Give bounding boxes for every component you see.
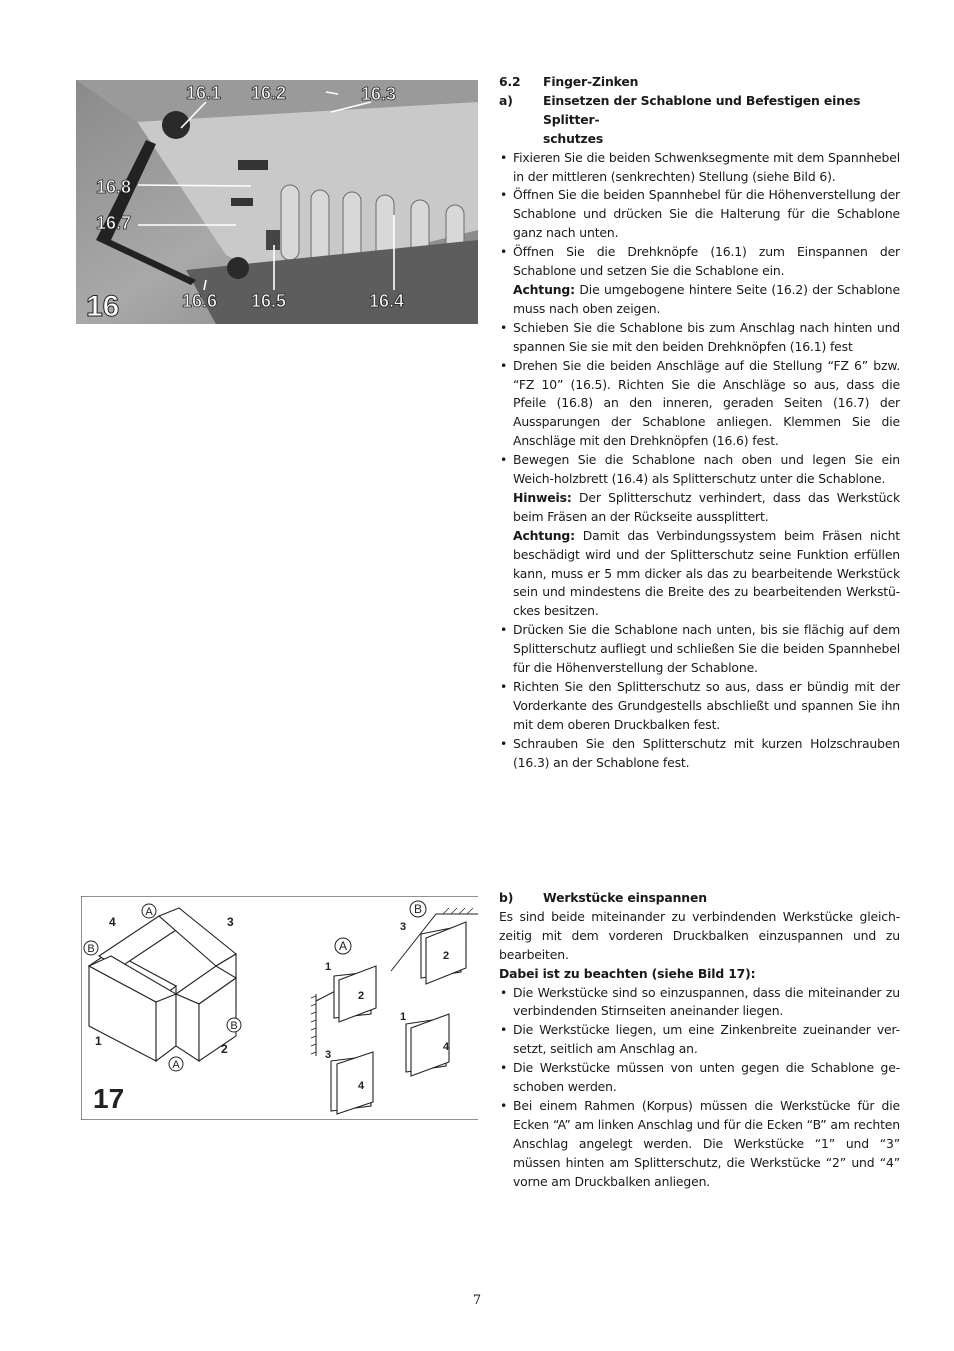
list-item <box>499 451 900 621</box>
fig17-stop-a-digit-1: 1 <box>325 961 332 973</box>
note-achtung-2 <box>513 527 900 622</box>
section-b-intro: Es sind beide miteinander zu verbindenden Werkstücke gleich-zeitig mit dem vorderen Druckbalken einzuspannen und zu bearbeiten. <box>499 908 900 962</box>
fig16-label-16-3: 16.3 <box>361 84 397 104</box>
list-item: • Die Werkstücke sind so einzuspannen, dass die miteinander zu verbindenden Stirnseiten aneinander liegen. <box>499 984 900 1022</box>
fig16-label-16-8: 16.8 <box>96 177 132 197</box>
fig17-corner-a-top: A <box>145 906 153 918</box>
list-item: • Schieben Sie die Schablone bis zum Anschlag nach hinten und spannen Sie sie mit den beiden Drehknöpfen (16.1) fest <box>499 319 900 357</box>
fig17-corner-b-left: B <box>87 943 95 955</box>
figure-17-number: 17 <box>93 1083 125 1114</box>
list-item: • Öffnen Sie die beiden Spannhebel für die Höhenverstellung der Schablone und drücken Sie die Halterung für die Schablone ganz nach unten. <box>499 186 900 243</box>
fig17-stop-a-digit-3: 3 <box>325 1049 332 1061</box>
list-item <box>499 243 900 319</box>
fig17-box-label-1: 1 <box>95 1034 102 1048</box>
fig17-stop-b-digit-4: 4 <box>443 1041 450 1053</box>
list-item: • Drehen Sie die beiden Anschläge auf die Stellung “FZ 6” bzw. “FZ 10” (16.5). Richten Sie die Anschläge so aus, dass die Pfeile (16.8) an den inneren, geraden Seiten (16.7) der Aussparungen der Schablone anliegen. Klemmen Sie die Anschläge mit den Drehknöpfen (16.6) fest. <box>499 357 900 452</box>
fig17-stop-b-digit-2: 2 <box>443 950 450 962</box>
note-achtung-1 <box>513 281 900 319</box>
fig16-label-16-7: 16.7 <box>96 213 132 233</box>
note-text: Die umgebogene hintere Seite (16.2) der Schablone muss nach oben zeigen. <box>513 281 900 316</box>
subsection-a-title-line2: schutzes <box>543 130 604 146</box>
figure-16-number: 16 <box>86 290 120 323</box>
fig17-stop-a-digit-4: 4 <box>358 1080 365 1092</box>
fig17-box-label-3: 3 <box>227 915 234 929</box>
list-item: • Bei einem Rahmen (Korpus) müssen die Werkstücke für die Ecken “A” am linken Anschlag und für die Ecken “B” am rechten Anschlag angelegt werden. Die Werkstücke “1” und “3” müssen hinten am Splitterschutz, die Werkstücke “2” und “4” vorne am Druckbalken anliegen. <box>499 1097 900 1192</box>
fig17-box-label-4: 4 <box>109 915 116 929</box>
fig17-corner-b-right: B <box>230 1020 238 1032</box>
subsection-b-heading <box>499 889 900 908</box>
section-b-attention: Dabei ist zu beachten (siehe Bild 17): <box>499 965 756 981</box>
note-label: Achtung: <box>513 527 575 543</box>
figure-16-photo <box>76 80 478 324</box>
section-heading <box>499 73 900 92</box>
fig17-stop-b-digit-1: 1 <box>400 1011 407 1023</box>
subsection-a-title <box>543 92 900 149</box>
instruction-list-a <box>499 149 900 773</box>
fig16-label-16-4: 16.4 <box>369 291 405 311</box>
note-label: Hinweis: <box>513 489 572 505</box>
list-item: • Schrauben Sie den Splitterschutz mit kurzen Holzschrauben (16.3) an der Schablone fest. <box>499 735 900 773</box>
list-item: • Richten Sie den Splitterschutz so aus, dass er bündig mit der Vorderkante des Grundgestells abschließt und spannen Sie ihn mit dem oberen Druckbalken fest. <box>499 678 900 735</box>
note-hinweis <box>513 489 900 527</box>
figure-17-illustration <box>81 896 478 1120</box>
subsection-a-letter: a) <box>499 92 513 108</box>
note-label: Achtung: <box>513 281 575 297</box>
list-item-text: Öffnen Sie die Drehknöpfe (16.1) zum Einspannen der Schablone und setzen Sie die Schablone ein. <box>513 244 900 279</box>
subsection-b-letter: b) <box>499 890 514 905</box>
note-text: Der Splitterschutz verhindert, dass das Werkstück beim Fräsen an der Rückseite aussplittert. <box>513 489 900 524</box>
subsection-a-title-line1: Einsetzen der Schablone und Befestigen eines Splitter- <box>543 92 861 127</box>
fig17-stop-b-label: B <box>413 902 423 916</box>
fig16-label-16-5: 16.5 <box>251 291 287 311</box>
list-item: • Drücken Sie die Schablone nach unten, bis sie flächig auf dem Splitterschutz aufliegt und schließen Sie die beiden Spannhebel für die Höhenverstellung der Schablone. <box>499 621 900 678</box>
subsection-b-title: Werkstücke einspannen <box>543 890 707 905</box>
fig17-corner-a-bottom: A <box>172 1059 180 1071</box>
instruction-list-b <box>499 984 900 1192</box>
fig17-stop-a-digit-2: 2 <box>358 990 365 1002</box>
subsection-a-heading <box>499 92 900 149</box>
figure-16-illustration <box>76 80 478 324</box>
fig17-stop-a-label: A <box>338 939 348 953</box>
section-b-text <box>499 889 900 1192</box>
section-title: Finger-Zinken <box>543 74 639 89</box>
list-item: • Fixieren Sie die beiden Schwenksegmente mit dem Spannhebel in der mittleren (senkrechten) Stellung (siehe Bild 6). <box>499 149 900 187</box>
page-number: 7 <box>472 1293 482 1308</box>
fig16-label-16-1: 16.1 <box>186 83 222 103</box>
fig17-stop-b-digit-3: 3 <box>400 921 407 933</box>
list-item: • Die Werkstücke liegen, um eine Zinkenbreite zueinander ver-setzt, seitlich am Anschlag an. <box>499 1021 900 1059</box>
fig16-label-16-6: 16.6 <box>182 291 218 311</box>
list-item-text: Bewegen Sie die Schablone nach oben und legen Sie ein Weich-holzbrett (16.4) als Splitterschutz unter die Schablone. <box>513 452 900 487</box>
section-number: 6.2 <box>499 74 521 89</box>
note-text: Damit das Verbindungssystem beim Fräsen nicht beschädigt wird und der Splitterschutz seine Funktion erfüllen kann, muss er 5 mm dicker als das zu bearbeitende Werkstück sein und mindestens die Breite des zu bearbeitenden Werkstü-ckes besitzen. <box>513 527 900 619</box>
section-a-text <box>499 73 900 773</box>
fig16-label-16-2: 16.2 <box>251 83 287 103</box>
figure-17-drawing <box>81 896 478 1120</box>
fig17-box-label-2: 2 <box>221 1042 228 1056</box>
list-item: • Die Werkstücke müssen von unten gegen die Schablone ge-schoben werden. <box>499 1059 900 1097</box>
